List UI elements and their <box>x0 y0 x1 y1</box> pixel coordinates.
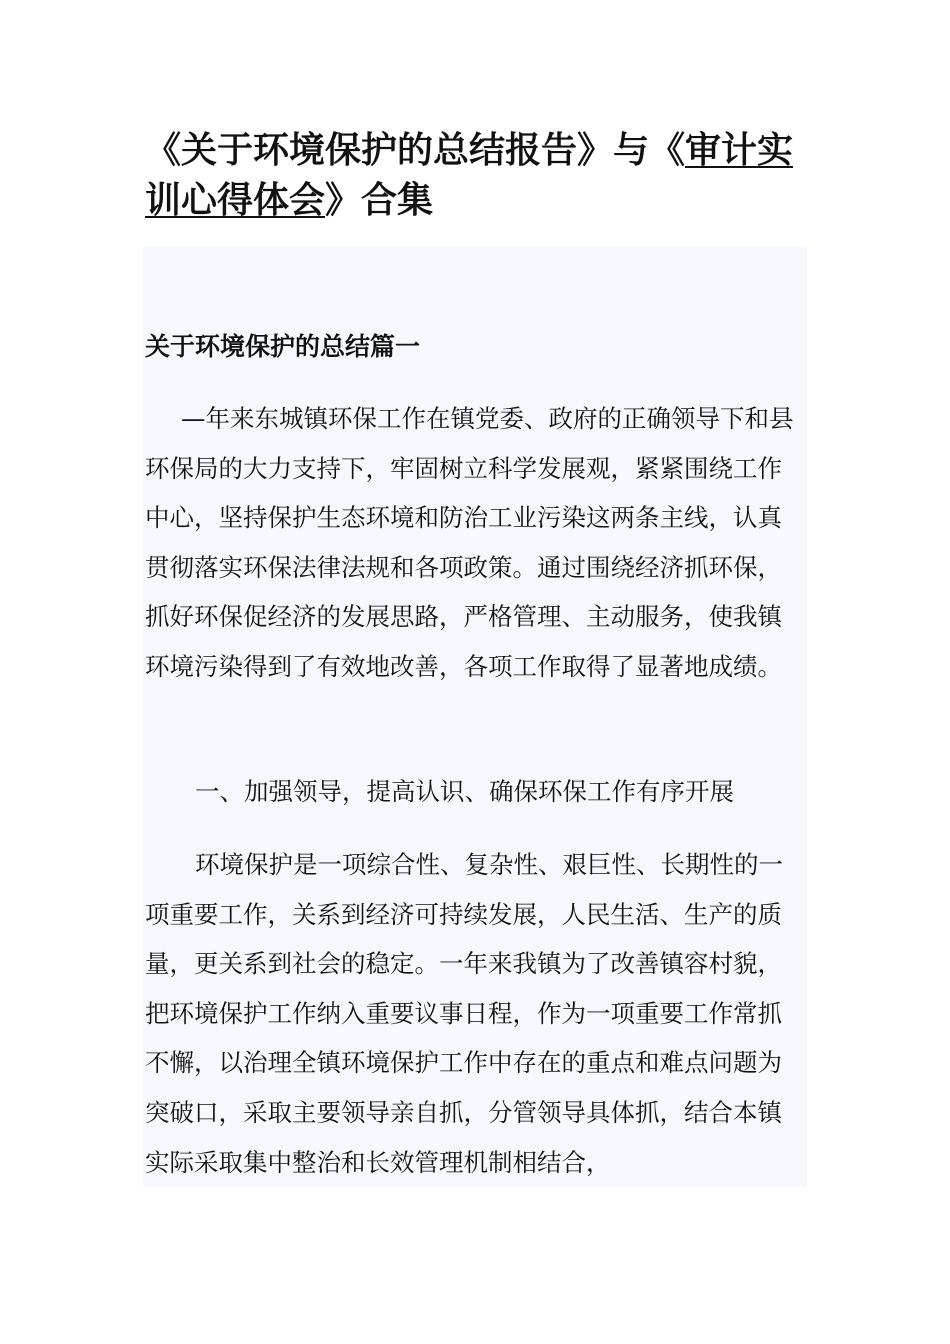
document-title <box>145 126 810 226</box>
title-text-start: 《关于环境保护的总结报告》与《 <box>145 130 686 171</box>
title-link-experience[interactable]: 训心得体会 <box>145 180 326 221</box>
section-heading: 关于环境保护的总结篇一 <box>145 332 421 361</box>
title-link-audit[interactable]: 审计实 <box>685 130 794 171</box>
paragraph-intro: —年来东城镇环保工作在镇党委、政府的正确领导下和县环保局的大力支持下，牢固树立科学发展观，紧紧围绕工作中心，坚持保护生态环境和防治工业污染这两条主线，认真贯彻落实环保法律法规和各项政策。通过围绕经济抓环保，抓好环保促经济的发展思路，严格管理、主动服务，使我镇环境污染得到了有效地改善，各项工作取得了显著地成绩。 <box>145 404 794 681</box>
article-content <box>143 247 807 1187</box>
title-text-end: 》合集 <box>325 180 434 221</box>
paragraph-subheading: 一、加强领导，提高认识、确保环保工作有序开展 <box>195 777 734 806</box>
paragraph-body: 环境保护是一项综合性、复杂性、艰巨性、长期性的一项重要工作，关系到经济可持续发展，人民生活、生产的质量，更关系到社会的稳定。一年来我镇为了改善镇容村貌，把环境保护工作纳入重要议事日程，作为一项重要工作常抓不懈，以治理全镇环境保护工作中存在的重点和难点问题为突破口，采取主要领导亲自抓，分管领导具体抓，结合本镇实际采取集中整治和长效管理机制相结合， <box>145 850 783 1177</box>
